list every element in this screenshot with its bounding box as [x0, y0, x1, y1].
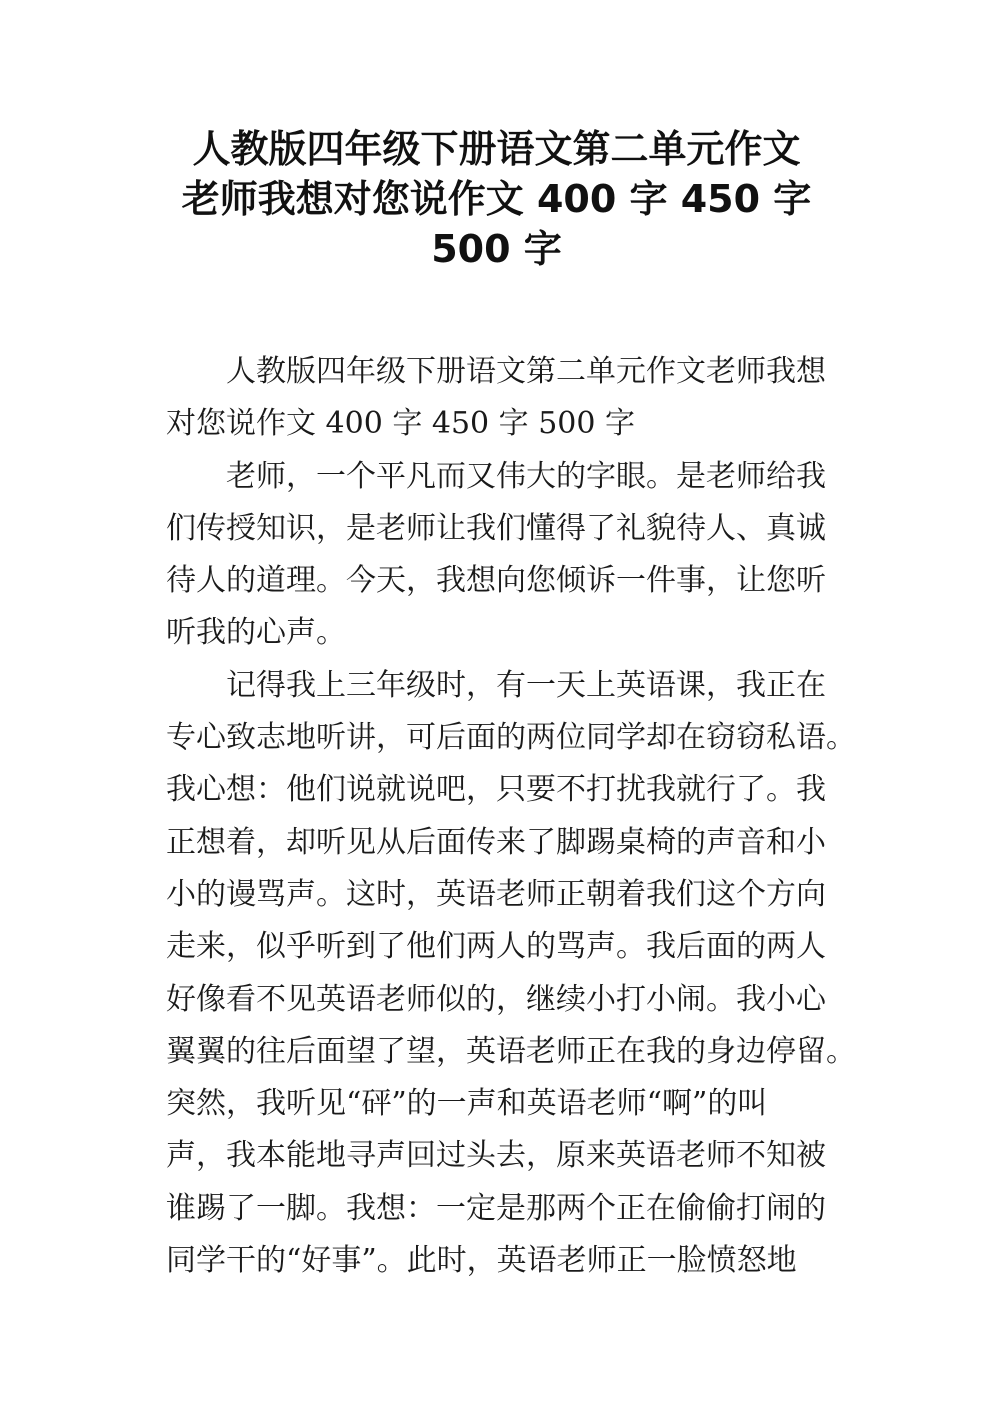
title-line-2: 老师我想对您说作文 400 字 450 字 — [181, 177, 812, 221]
body-line: 老师，一个平凡而又伟大的字眼。是老师给我 — [226, 458, 826, 494]
title-line-3: 500 字 — [431, 227, 562, 271]
body-line: 突然，我听见“砰”的一声和英语老师“啊”的叫 — [166, 1086, 768, 1122]
body-line: 记得我上三年级时，有一天上英语课，我正在 — [226, 667, 826, 703]
document-title — [150, 124, 843, 274]
body-line: 声，我本能地寻声回过头去，原来英语老师不知被 — [166, 1138, 826, 1174]
body-line: 好像看不见英语老师似的，继续小打小闹。我小心 — [166, 981, 826, 1017]
body-line: 对您说作文 400 字 450 字 500 字 — [166, 406, 635, 442]
body-line: 走来，似乎听到了他们两人的骂声。我后面的两人 — [166, 929, 826, 965]
body-line: 正想着，却听见从后面传来了脚踢桌椅的声音和小 — [166, 824, 826, 860]
body-line: 人教版四年级下册语文第二单元作文老师我想 — [226, 354, 826, 389]
document-body — [166, 346, 866, 1287]
body-line: 谁踢了一脚。我想：一定是那两个正在偷偷打闹的 — [166, 1190, 826, 1226]
body-line: 同学干的“好事”。此时，英语老师正一脸愤怒地 — [166, 1243, 797, 1279]
body-line: 听我的心声。 — [166, 615, 346, 651]
body-line: 我心想：他们说就说吧，只要不打扰我就行了。我 — [166, 772, 826, 808]
body-line: 专心致志地听讲，可后面的两位同学却在窃窃私语。 — [166, 720, 856, 756]
body-line: 待人的道理。今天，我想向您倾诉一件事，让您听 — [166, 563, 826, 599]
body-line: 翼翼的往后面望了望，英语老师正在我的身边停留。 — [166, 1033, 856, 1069]
title-line-1: 人教版四年级下册语文第二单元作文 — [192, 127, 801, 171]
body-line: 小的谩骂声。这时，英语老师正朝着我们这个方向 — [166, 876, 826, 912]
body-line: 们传授知识，是老师让我们懂得了礼貌待人、真诚 — [166, 510, 826, 546]
